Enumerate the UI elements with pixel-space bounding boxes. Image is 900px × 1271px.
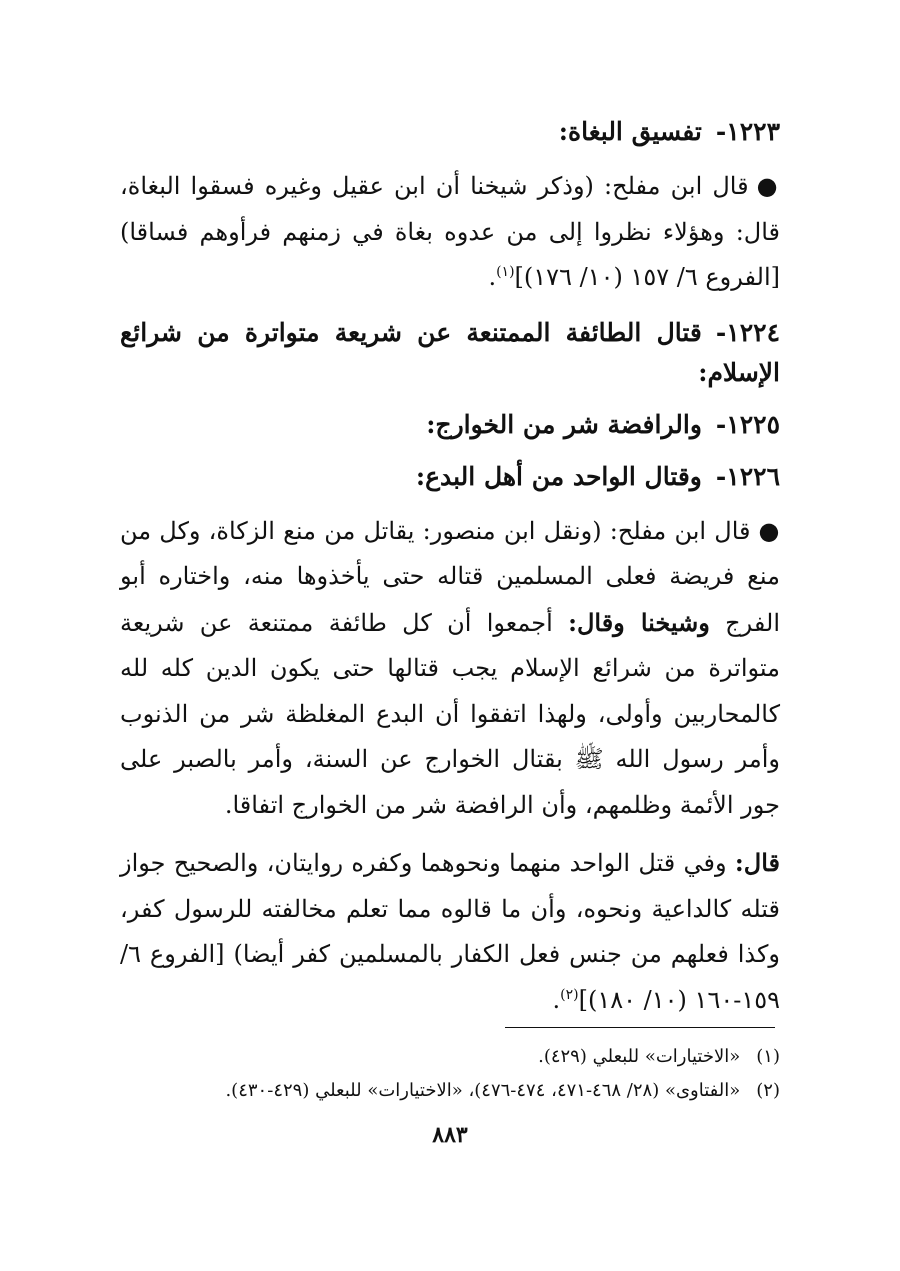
- paragraph-3: [120, 840, 780, 1023]
- footnote-1: [120, 1040, 780, 1074]
- paragraph-1: [120, 164, 780, 301]
- section-title: تفسيق البغاة:: [558, 117, 702, 146]
- paragraph-text-bold: وشيخنا وقال:: [568, 607, 710, 637]
- paragraph-text-a: قال ابن مفلح: (ونقل ابن منصور: يقاتل من منع الزكاة، وكل من منع فريضة فعلى المسلمين قتاله حتى يأخذوها منه، واختاره أبو الفرج: [120, 516, 781, 637]
- paragraph-2: [120, 509, 780, 829]
- main-text: [120, 112, 780, 1035]
- section-heading-1226: [120, 457, 780, 497]
- bullet-icon: ●: [758, 516, 780, 545]
- section-heading-1224: [120, 313, 780, 393]
- section-number: ١٢٢٦-: [715, 461, 780, 491]
- footnote-ref-2[interactable]: (٢): [560, 986, 579, 1003]
- footnote-text: «الاختيارات» للبعلي (٤٢٩).: [538, 1046, 741, 1067]
- sentence-end: .: [552, 985, 561, 1014]
- sentence-end: .: [488, 263, 497, 291]
- section-number: ١٢٢٤-: [715, 317, 780, 347]
- footnote-text: «الفتاوى» (٢٨/ ٤٦٨-٤٧١، ٤٧٤-٤٧٦)، «الاختيارات» للبعلي (٤٢٩-٤٣٠).: [225, 1080, 741, 1101]
- section-title: قتال الطائفة الممتنعة عن شريعة متواترة من شرائع الإسلام:: [120, 317, 780, 387]
- section-number: ١٢٢٥-: [715, 409, 780, 439]
- footnote-number: (١): [756, 1046, 780, 1067]
- paragraph-text-b: أجمعوا أن كل طائفة ممتنعة عن شريعة متواترة من شرائع الإسلام يجب قتالها حتى يكون الدين كله لله كالمحاربين وأولى، ولهذا اتفقوا أن البدع المغلظة شر من الذنوب وأمر رسول الله ﷺ بقتال الخوارج عن السنة، وأمر بالصبر على جور الأئمة وظلمهم، وأن الرافضة شر من الخوارج اتفاقا.: [120, 608, 780, 819]
- footnote-2: [120, 1074, 780, 1108]
- footnote-number: (٢): [756, 1080, 780, 1101]
- page-number: ٨٨٣: [432, 1122, 468, 1148]
- paragraph-lead: قال:: [734, 848, 780, 877]
- paragraph-text: قال ابن مفلح: (وذكر شيخنا أن ابن عقيل وغيره فسقوا البغاة، قال: وهؤلاء نظروا إلى من عدوه بغاة في زمنهم فرأوهم فساقا) [الفروع ٦/ ١٥٧ (١٠/ ١٧٦)]: [120, 172, 781, 291]
- section-heading-1223: [120, 112, 780, 152]
- footnote-divider: [505, 1027, 775, 1028]
- footnote-ref-1[interactable]: (١): [496, 264, 515, 280]
- section-title: والرافضة شر من الخوارج:: [426, 409, 702, 439]
- section-heading-1225: [120, 405, 780, 445]
- paragraph-text: وفي قتل الواحد منهما ونحوهما وكفره روايتان، والصحيح جواز قتله كالداعية ونحوه، وأن ما قالوه مما تعلم مخالفته للرسول كفر، وكذا فعلهم من جنس فعل الكفار بالمسلمين كفر أيضا) [الفروع ٦/ ١٥٩-١٦٠ (١٠/ ١٨٠)]: [120, 849, 780, 1014]
- bullet-icon: ●: [756, 172, 780, 200]
- section-number: ١٢٢٣-: [715, 117, 780, 146]
- section-title: وقتال الواحد من أهل البدع:: [415, 461, 702, 491]
- footnotes: [120, 1040, 780, 1108]
